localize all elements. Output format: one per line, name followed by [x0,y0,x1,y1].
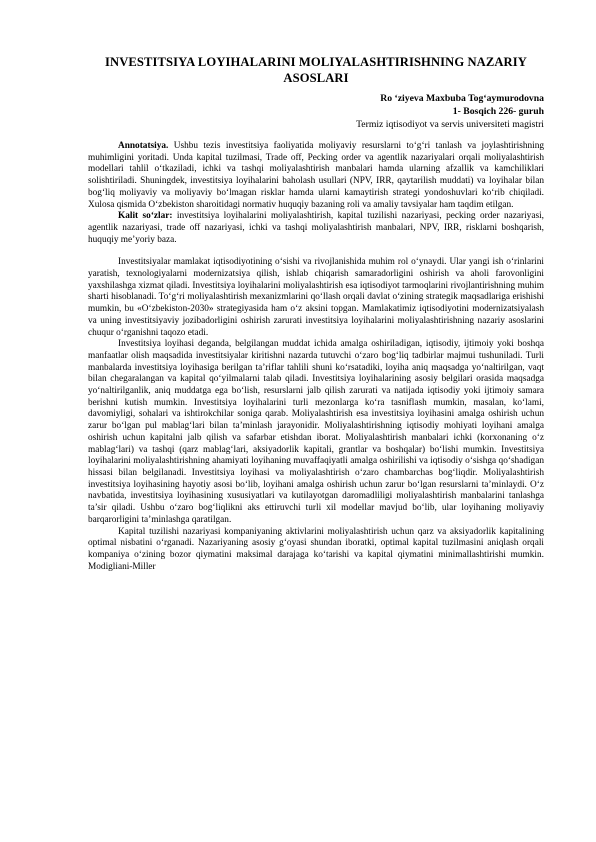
body-paragraph-3: Kapital tuzilishi nazariyasi kompaniyaning aktivlarini moliyalashtirish uchun qarz va aksiyadorlik kapitalining optimal nisbatini o‘rganadi. Nazariyaning asosiy g‘oyasi shundan iboratki, optimal kapital tuzilmasini aniqlash orqali kompaniya o‘zining bozor qiymatini maksimal darajaga ko‘tarishi va kapital qiymatini minimallashtirishi mumkin. Modigliani-Miller [88,526,544,572]
author-affiliation: Termiz iqtisodiyot va servis universiteti magistri [356,119,544,130]
keywords-text: investitsiya loyihalarini moliyalashtirish, kapital tuzilishi nazariyasi, pecking order nazariyasi, agentlik nazariyasi, trade off nazariyasi, ichki va tashqi moliyalashtirish manbalari, NPV, IRR, risklarni boshqarish, huquqiy me’yoriy baza. [88,211,544,245]
author-group: 1- Bosqich 226- guruh [452,106,544,117]
body-paragraph-2: Investitsiya loyihasi deganda, belgilangan muddat ichida amalga oshiriladigan, iqtisodiy, ijtimoiy yoki boshqa manfaatlar olish maqsadida investitsiyalar kiritishni nazarda tutuvchi o‘zaro bog‘liq tadbirlar majmui tushuniladi. Turli manbalarda investitsiya loyihasiga berilgan ta’riflar tahlili shuni ko‘rsatadiki, loyiha aniq maqsadga yo‘naltirilgan, vaqt bilan chegaralangan va kapital qo‘yilmalarni talab qiladi. Investitsiya loyihalarining asosiy belgilari orasida maqsadga yo‘naltirilganlik, aniq muddatga ega bo‘lish, resurslarni jalb qilish zarurati va natijada iqtisodiy yoki ijtimoiy samara berishni kutish mumkin. Investitsiya loyihalarini turli mezonlarga ko‘ra tasniflash mumkin, masalan, ko‘lami, davomiyligi, sohalari va ishtirokchilar soniga qarab. Moliyalashtirish esa investitsiya loyihasini amalga oshirish uchun zarur bo‘lgan pul mablag‘lari bilan ta’minlash jarayonidir. Moliyalashtirishning iqtisodiy mohiyati loyihani amalga oshirish uchun kapitalni jalb qilish va safarbar etishdan iborat. Moliyalashtirish manbalari ichki (korxonaning o‘z mablag‘lari) va tashqi (qarz mablag‘lari, aksiyadorlik kapitali, grantlar va boshqalar) bo‘lishi mumkin. Investitsiya loyihalarini moliyalashtirishning ahamiyati loyihaning muvaffaqiyatli amalga oshirilishi va iqtisodiy o‘sishga qo‘shadigan hissasi bilan belgilanadi. Investitsiya loyihasi va moliyalashtirish o‘zaro chambarchas bog‘liqdir. Moliyalashtirish investitsiya loyihasining hayotiy asosi bo‘lib, loyihani amalga oshirish uchun zarur bo‘lgan resurslarni ta’minlaydi. O‘z navbatida, investitsiya loyihasining xususiyatlari va kutilayotgan daromadliligi moliyalashtirish manbalarini tanlashga ta’sir qiladi. Ushbu o‘zaro bog‘liqlikni aks ettiruvchi turli xil modellar mavjud bo‘lib, ular loyihaning moliyaviy barqarorligini ta’minlashga qaratilgan. [88,339,544,525]
abstract-label: Annotatsiya. [118,141,169,151]
abstract-text: Ushbu tezis investitsiya faoliyatida moliyaviy resurslarni to‘g‘ri tanlash va joylashtirishning muhimligini yoritadi. Unda kapital tuzilmasi, Trade off, Pecking order va agentlik nazariyalari orqali moliyalashtirish modellari tahlil o‘tkaziladi, ichki va tashqi moliyalashtirish manbalari hamda ularning afzallik va kamchiliklari solishtiriladi. Shuningdek, investitsiya loyihalarini baholash usullari (NPV, IRR, qaytarilish muddati) va loyihalar bilan bog‘liq moliyaviy va moliyaviy bo‘lmagan risklar hamda ularni kamaytirish strategi yondoshuvlari ko‘rib chiqiladi. Xulosa qismida O‘zbekiston sharoitidagi normativ huquqiy bazaning roli va amaliy tavsiyalar ham taqdim etilgan. [88,141,544,210]
paper-body [88,141,544,573]
author-block [88,92,544,131]
body-paragraph-1: Investitsiyalar mamlakat iqtisodiyotining o‘sishi va rivojlanishida muhim rol o‘ynaydi. Ular yangi ish o‘rinlarini yaratish, texnologiyalarni modernizatsiya qilish, ishlab chiqarish samaradorligini oshirish va aholi farovonligini yaxshilashga xizmat qiladi. Investitsiya loyihalarini moliyalashtirish esa iqtisodiyot tarmoqlarini rivojlantirishning muhim sharti hisoblanadi. To‘g‘ri moliyalashtirish mexanizmlarini qo‘llash orqali davlat o‘zining strategik maqsadlariga erishishi mumkin, bu «O‘zbekiston-2030» strategiyasida ham o‘z aksini topgan. Mamlakatimiz iqtisodiyotini modernizatsiyalash va uning investitsiyaviy jozibadorligini oshirish zarurati investitsiya loyihalarini moliyalashtirishning nazariy asoslarini chuqur o‘rganishni taqozo etadi. [88,257,544,338]
keywords-label: Kalit so‘zlar: [118,211,173,222]
author-name: Ro ‘ziyeva Maxbuba Tog‘aymurodovna [380,93,544,104]
paper-title: INVESTITSIYA LOYIHALARINI MOLIYALASHTIRISHNING NAZARIY ASOSLARI [105,55,527,85]
abstract-paragraph [88,141,544,211]
keywords-paragraph [88,211,544,246]
